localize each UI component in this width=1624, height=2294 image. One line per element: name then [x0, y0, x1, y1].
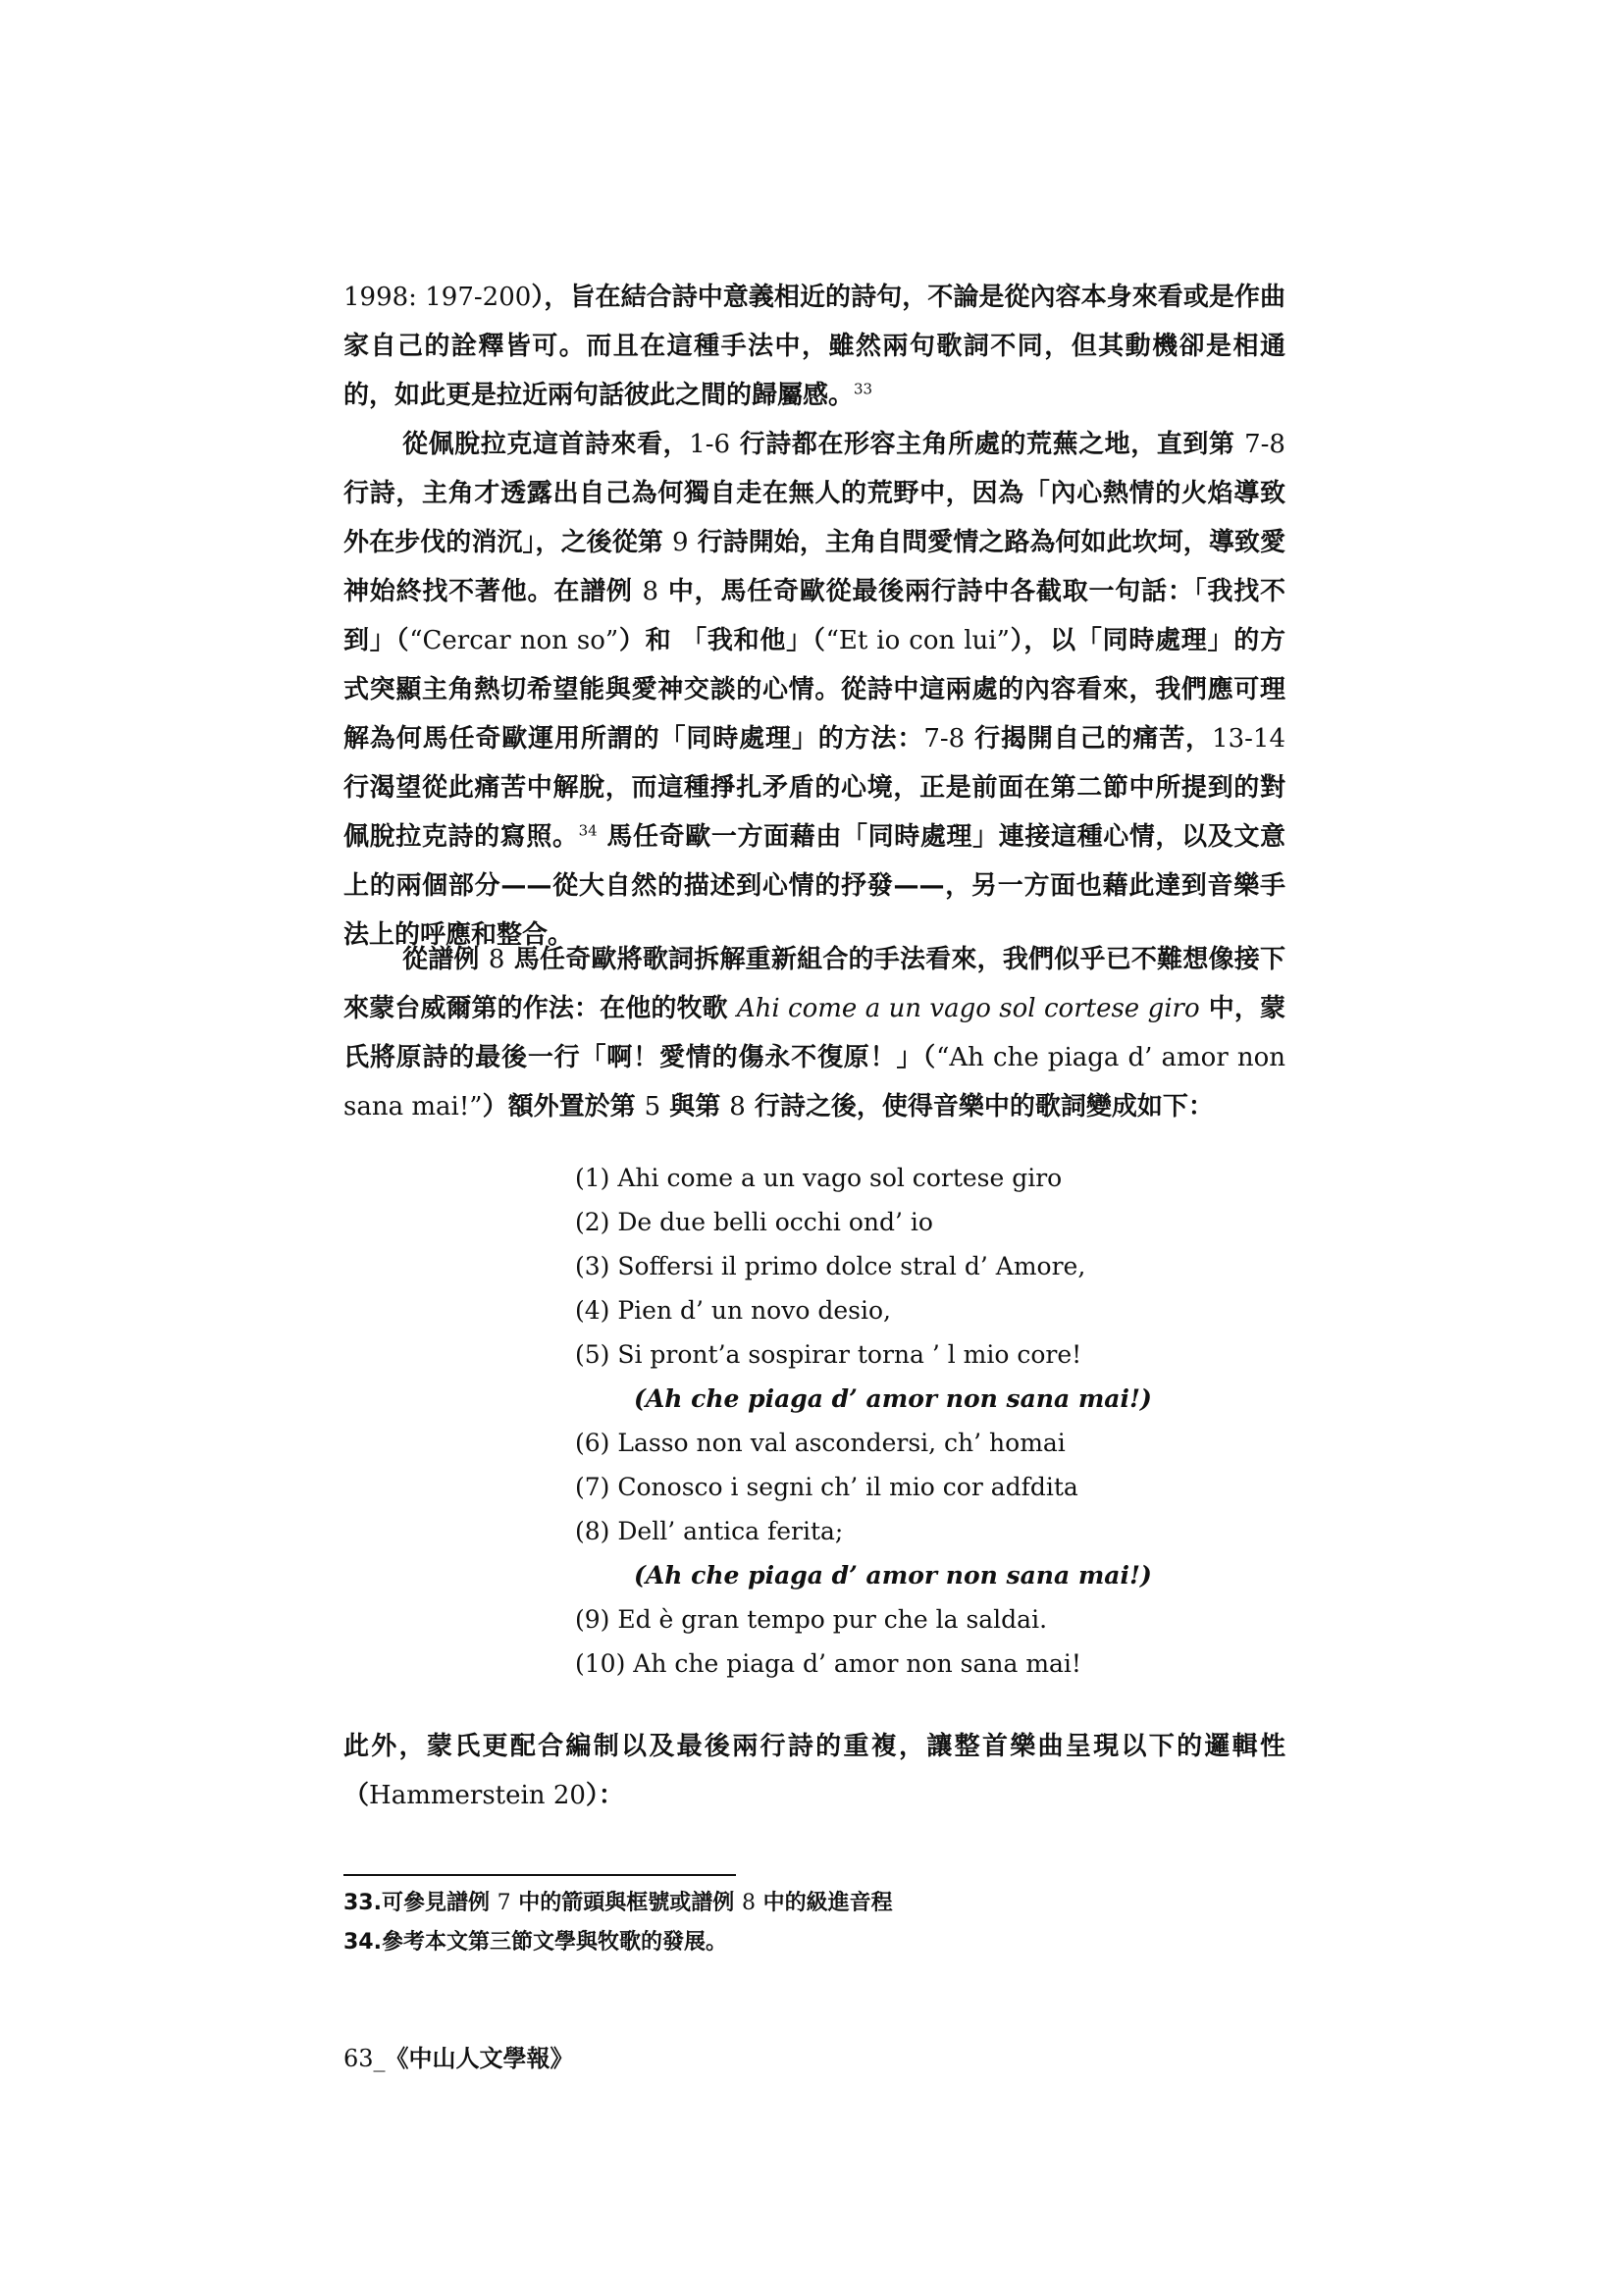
footnote-34: 34.參考本文第三節文學與牧歌的發展。 [343, 1930, 727, 1955]
poem-line: (4) Pien d’ un novo desio, [575, 1296, 891, 1325]
footnote-33 [343, 1884, 1285, 1923]
text-span: ）： [585, 1781, 624, 1810]
paragraph-1-text: ），旨在結合詩中意義相近的詩句，不論是從內容本身來看或是作曲家自己的詮釋皆可。而且在這種手法中，雖然兩句歌詞不同，但其動機卻是相通的，如此更是拉近兩句話彼此之間的歸屬感。 [343, 283, 1285, 410]
text-span: 行渴望從此痛苦中解脫，而這種掙扎矛盾的心境，正是前面在第二節中所提到的對佩脫拉克詩的寫照。 [343, 773, 1285, 852]
example-number: 8 [488, 945, 505, 974]
text-span: 與第 [660, 1092, 730, 1121]
line-number: 9 [671, 528, 689, 557]
text-span: 中的箭頭與框號或譜例 [510, 1891, 742, 1915]
line-range: 7-8 [1244, 430, 1285, 459]
text-span: ）和 「我和他」（ [618, 626, 826, 655]
poem-line: (10) Ah che piaga d’ amor non sana mai! [575, 1649, 1081, 1678]
text-span: ）額外置於第 [482, 1092, 645, 1121]
text-span: 從佩脫拉克這首詩來看， [402, 430, 690, 459]
paragraph-1 [343, 273, 1285, 420]
text-span: 行詩都在形容主角所處的荒蕪之地，直到第 [730, 430, 1245, 459]
poem-line: (8) Dell’ antica ferita; [575, 1517, 844, 1545]
paragraph-2 [343, 420, 1285, 960]
poem-refrain: (Ah che piaga d’ amor non sana mai!) [634, 1384, 1152, 1413]
text-span: 中，蒙氏將原詩的最後一行「啊！愛情的傷永不復原！」（ [343, 994, 1285, 1072]
text-span: 馬任奇歐一方面藉由「同時處理」連接這種心情，以及文意上的兩個部分——從大自然的描述到心情的抒發——，另一方面也藉此達到音樂手法上的呼應和整合。 [343, 822, 1285, 950]
madrigal-title: Ahi come a un vago sol cortese giro [736, 994, 1200, 1023]
quote-et-io-con-lui: “Et io con lui” [825, 626, 1010, 655]
text-span: 行詩，主角才透露出自己為何獨自走在無人的荒野中，因為「內心熱情的火焰導致外在步伐的消沉」，之後從第 [343, 479, 1285, 557]
text-span: 中，馬任奇歐從最後兩行詩中各截取一句話：「我找不到」（ [343, 577, 1285, 655]
example-number: 7 [497, 1891, 511, 1915]
text-span: 33.可參見譜例 [343, 1891, 498, 1915]
example-number: 8 [741, 1891, 756, 1915]
poem-line: (9) Ed è gran tempo pur che la saldai. [575, 1605, 1048, 1634]
poem-refrain: (Ah che piaga d’ amor non sana mai!) [634, 1561, 1152, 1590]
text-span: 行揭開自己的痛苦， [965, 724, 1213, 754]
text-span: 中的級進音程 [755, 1891, 893, 1915]
text-span: 此外，蒙氏更配合編制以及最後兩行詩的重複，讓整首樂曲呈現以下的邏輯性（ [343, 1732, 1285, 1810]
paragraph-3 [343, 935, 1285, 1131]
text-span: ），以「同時處理」的方式突顯主角熱切希望能與愛神交談的心情。從詩中這兩處的內容看來，我們應可理解為何馬任奇歐運用所謂的「同時處理」的方法： [343, 626, 1285, 754]
poem-line: (2) De due belli occhi ond’ io [575, 1208, 933, 1236]
poem-line: (3) Soffersi il primo dolce stral d’ Amore, [575, 1252, 1086, 1280]
citation: Hammerstein 20 [369, 1781, 586, 1810]
page-number: 63_ [343, 2045, 386, 2072]
poem-line: (7) Conosco i segni ch’ il mio cor adfdita [575, 1473, 1078, 1501]
poem-block [575, 1156, 1262, 1686]
footnote-divider [343, 1874, 736, 1876]
text-span: 行詩之後，使得音樂中的歌詞變成如下： [745, 1092, 1214, 1121]
line-range: 1-6 [689, 430, 731, 459]
footnote-ref-34[interactable]: 34 [578, 821, 598, 840]
footnotes [343, 1884, 1285, 1962]
line-range: 7-8 [923, 724, 966, 754]
citation-year: 1998: 197-200 [343, 283, 532, 312]
line-number: 8 [729, 1092, 746, 1121]
poem-line: (6) Lasso non val ascondersi, ch’ homai [575, 1429, 1066, 1457]
footnote-ref-33[interactable]: 33 [854, 380, 873, 398]
example-number: 8 [642, 577, 659, 606]
page-footer [343, 2039, 574, 2078]
poem-line: (5) Si pront’a sospirar torna ’ l mio core! [575, 1340, 1082, 1369]
poem-line: (1) Ahi come a un vago sol cortese giro [575, 1164, 1063, 1192]
journal-title: 《中山人文學報》 [385, 2045, 574, 2072]
text-span: 行詩開始，主角自問愛情之路為何如此坎坷，導致愛神始終找不著他。在譜例 [343, 528, 1285, 606]
quote-cercar-non-so: “Cercar non so” [409, 626, 619, 655]
line-range: 13-14 [1212, 724, 1285, 754]
text-span: 從譜例 [402, 945, 489, 974]
quote-ah-che-piaga: “Ah che piaga d’ amor non sana mai!” [343, 1043, 1285, 1121]
paragraph-4 [343, 1722, 1285, 1820]
line-number: 5 [644, 1092, 661, 1121]
text-span: 馬任奇歐將歌詞拆解重新組合的手法看來，我們似乎已不難想像接下來蒙台威爾第的作法：在他的牧歌 [343, 945, 1285, 1023]
